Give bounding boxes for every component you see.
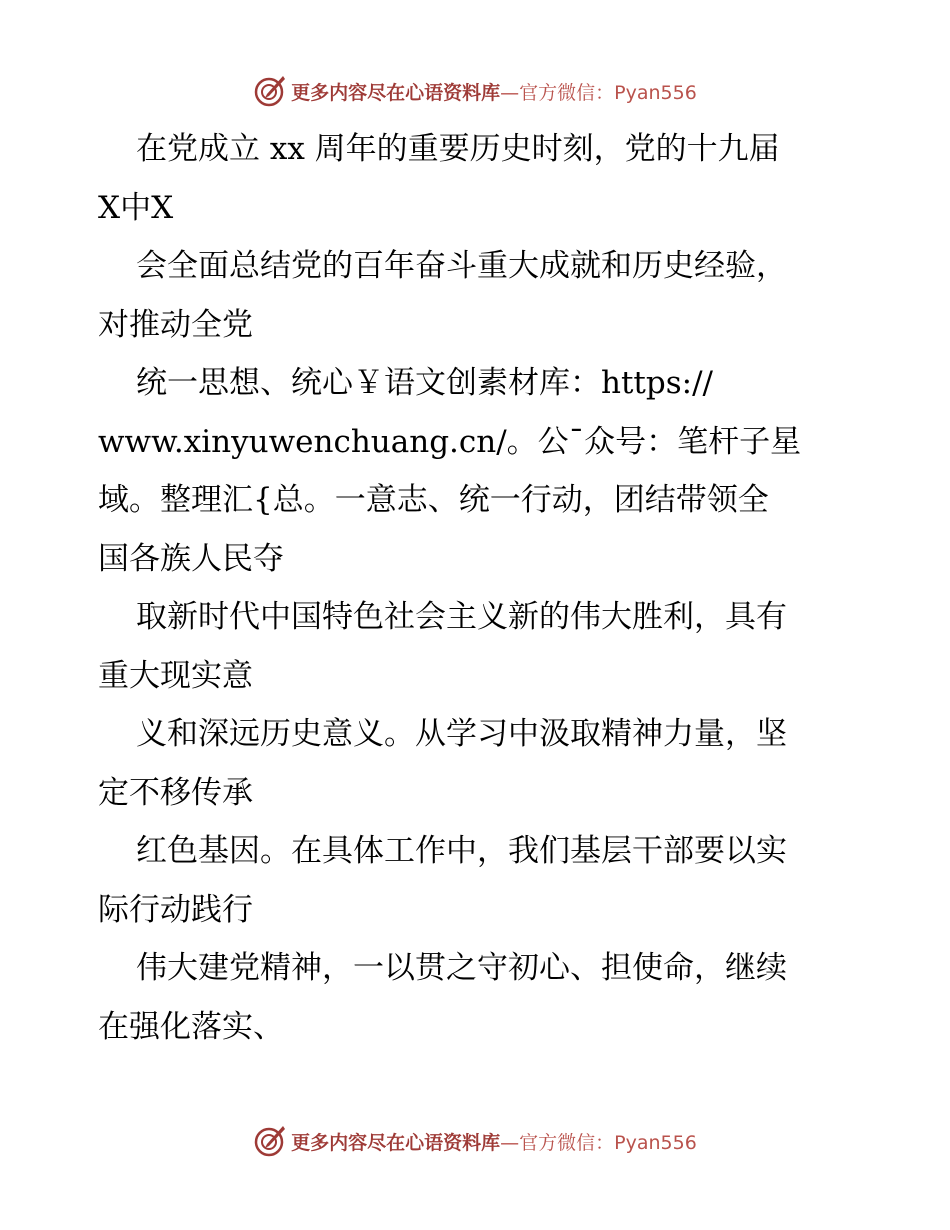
paragraph-line: www.xinyuwenchuang.cn/。公¯众号：笔杆子星 (98, 423, 802, 460)
watermark-wechat-text: —官方微信：Pyan556 (500, 1131, 697, 1154)
quill-logo-icon (253, 1124, 287, 1158)
paragraph-line: 义和深远历史意义。从学习中汲取精神力量，坚 (136, 716, 787, 752)
paragraph-line: 定不移传承 (98, 774, 253, 811)
paragraph-line: 在党成立 xx 周年的重要历史时刻，党的十九届 (136, 131, 780, 167)
paragraph-line: X中X (98, 189, 174, 226)
watermark-lead-text: 更多内容尽在心语资料库 (291, 1131, 501, 1154)
paragraph-line: 取新时代中国特色社会主义新的伟大胜利，具有 (136, 599, 787, 635)
watermark-wechat-text: —官方微信：Pyan556 (500, 81, 697, 104)
header-watermark (0, 71, 950, 111)
quill-logo-icon (253, 74, 287, 108)
paragraph-line: 国各族人民夺 (98, 540, 284, 577)
footer-watermark (0, 1121, 950, 1161)
paragraph-line: 在强化落实、 (98, 1008, 284, 1045)
paragraph-line: 对推动全党 (98, 306, 253, 343)
document-body (98, 120, 858, 1056)
paragraph-line: 重大现实意 (98, 657, 253, 694)
paragraph-line: 域。整理汇{总。一意志、统一行动，团结带领全 (98, 482, 769, 518)
paragraph-line: 伟大建党精神，一以贯之守初心、担使命，继续 (136, 950, 787, 986)
paragraph-line: 统一思想、统心￥语文创素材库：https:// (136, 365, 713, 401)
watermark-lead-text: 更多内容尽在心语资料库 (291, 81, 501, 104)
paragraph-line: 际行动践行 (98, 891, 253, 928)
paragraph-line: 会全面总结党的百年奋斗重大成就和历史经验， (136, 248, 787, 284)
paragraph-line: 红色基因。在具体工作中，我们基层干部要以实 (136, 833, 787, 869)
